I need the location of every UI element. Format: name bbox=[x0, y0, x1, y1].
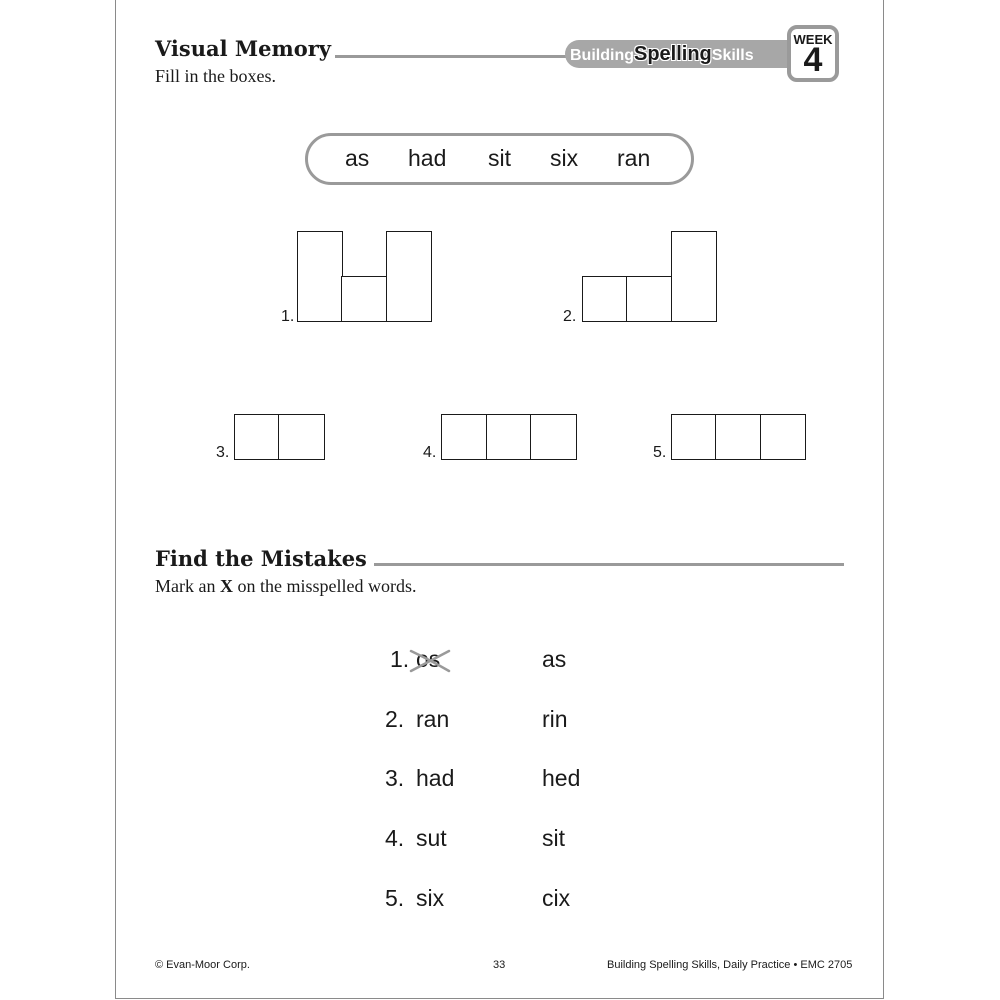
letter-box[interactable] bbox=[530, 414, 577, 460]
instruction-suffix: on the misspelled words. bbox=[232, 576, 417, 596]
visual-memory-title: Visual Memory bbox=[155, 36, 331, 61]
find-mistakes-rule bbox=[374, 563, 844, 566]
letter-box[interactable] bbox=[671, 231, 717, 322]
letter-box[interactable] bbox=[486, 414, 532, 460]
instruction-mark: X bbox=[219, 576, 233, 596]
row-number: 1. bbox=[390, 646, 410, 672]
row-number: 3. bbox=[385, 765, 405, 791]
footer-page-number: 33 bbox=[493, 959, 506, 971]
shape-number: 3. bbox=[216, 444, 230, 461]
shape-number: 2. bbox=[563, 308, 577, 325]
word-option[interactable]: as bbox=[542, 646, 567, 672]
footer-copyright: © Evan-Moor Corp. bbox=[155, 959, 250, 971]
letter-box[interactable] bbox=[441, 414, 488, 460]
letter-box[interactable] bbox=[278, 414, 325, 460]
word-bank-word: six bbox=[550, 145, 579, 171]
letter-box[interactable] bbox=[671, 414, 717, 460]
row-number: 4. bbox=[385, 825, 405, 851]
shape-number: 4. bbox=[423, 444, 437, 461]
footer-book-title: Building Spelling Skills, Daily Practice • EMC 2705 bbox=[607, 959, 853, 971]
letter-box[interactable] bbox=[386, 231, 432, 322]
cross-mark-icon bbox=[408, 648, 452, 674]
visual-memory-instruction: Fill in the boxes. bbox=[155, 66, 276, 86]
word-bank-word: sit bbox=[488, 145, 511, 171]
week-badge bbox=[787, 25, 839, 82]
find-mistakes-instruction bbox=[155, 576, 416, 597]
word-bank-word: as bbox=[345, 145, 370, 171]
banner-skills: Skills bbox=[711, 47, 754, 64]
word-bank-word: ran bbox=[617, 145, 651, 171]
word-option[interactable]: sut bbox=[416, 825, 447, 851]
word-option[interactable]: cix bbox=[542, 885, 571, 911]
banner-spelling: Spelling bbox=[633, 43, 712, 65]
row-number: 2. bbox=[385, 706, 405, 732]
word-option[interactable]: sit bbox=[542, 825, 565, 851]
instruction-prefix: Mark an bbox=[155, 576, 220, 596]
banner-building: Building bbox=[570, 47, 634, 64]
word-option[interactable]: hed bbox=[542, 765, 581, 791]
letter-box[interactable] bbox=[626, 276, 673, 322]
shape-number: 1. bbox=[281, 308, 295, 325]
word-option[interactable]: six bbox=[416, 885, 445, 911]
word-option[interactable]: os bbox=[416, 646, 441, 672]
letter-box[interactable] bbox=[297, 231, 343, 322]
series-banner-text bbox=[570, 40, 754, 68]
word-option[interactable]: ran bbox=[416, 706, 450, 732]
word-bank-word: had bbox=[408, 145, 447, 171]
letter-box[interactable] bbox=[715, 414, 762, 460]
letter-box[interactable] bbox=[234, 414, 280, 460]
word-option[interactable]: rin bbox=[542, 706, 568, 732]
week-label: WEEK bbox=[793, 32, 833, 47]
letter-box[interactable] bbox=[341, 276, 388, 322]
week-number: 4 bbox=[803, 41, 823, 79]
letter-box[interactable] bbox=[760, 414, 806, 460]
find-mistakes-title: Find the Mistakes bbox=[155, 546, 367, 571]
word-option[interactable]: had bbox=[416, 765, 455, 791]
shape-number: 5. bbox=[653, 444, 667, 461]
row-number: 5. bbox=[385, 885, 405, 911]
letter-box[interactable] bbox=[582, 276, 628, 322]
visual-memory-rule bbox=[335, 55, 570, 58]
